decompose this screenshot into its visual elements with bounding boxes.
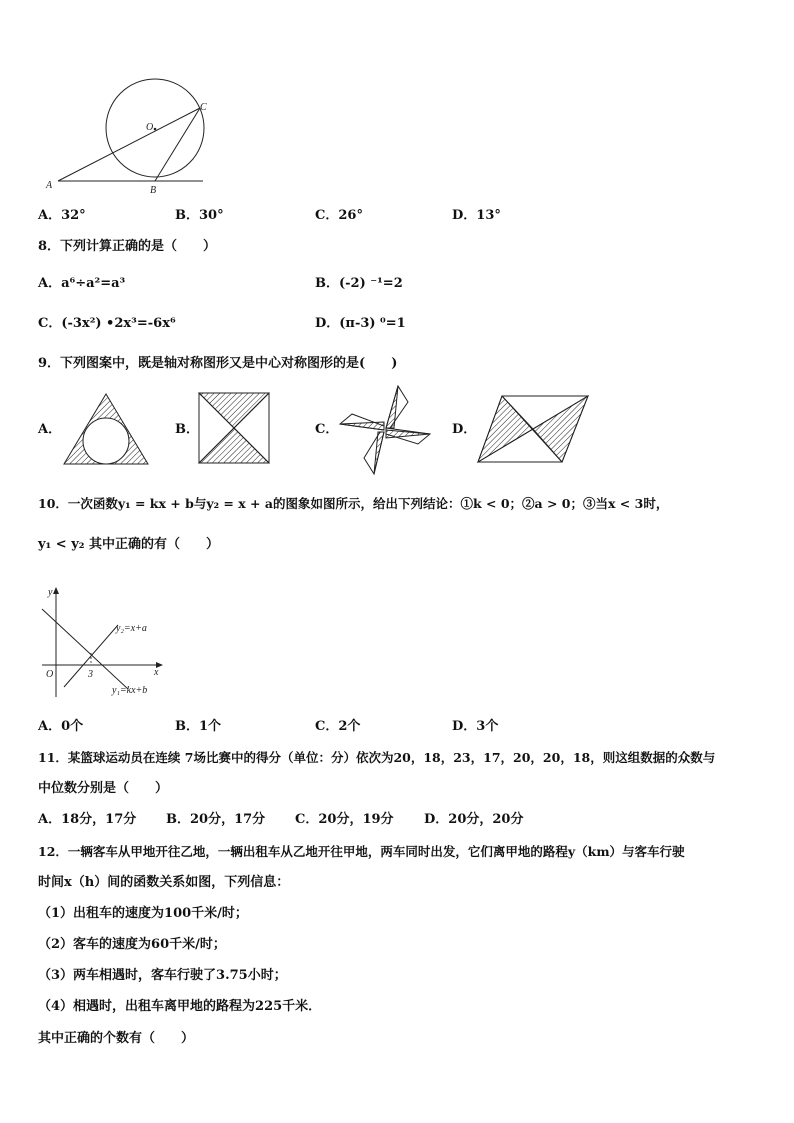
- q12-closing: 其中正确的个数有（ ）: [38, 1031, 195, 1046]
- label-c: C: [200, 102, 207, 113]
- q9-figure-d-parallelogram: [476, 394, 590, 464]
- q7-option-b: B．30°: [175, 208, 224, 223]
- label-line-y2: y₂=x+a: [116, 623, 147, 634]
- label-x: x: [154, 667, 159, 678]
- q10-option-b: B．1个: [175, 719, 222, 734]
- q9-option-b-letter: B．: [175, 422, 199, 437]
- q9-stem: 9．下列图案中，既是轴对称图形又是中心对称图形的是( ): [38, 356, 398, 371]
- q11-stem-line1: 11．某篮球运动员在连续 7场比赛中的得分（单位：分）依次为20，18，23，17，20，20，18，则这组数据的众数与: [38, 750, 716, 765]
- q10-option-c: C．2个: [315, 719, 361, 734]
- q10-function-graph: [36, 585, 176, 703]
- q11-option-a: A．18分，17分: [38, 812, 137, 827]
- q10-stem-line2: y₁ < y₂ 其中正确的有（ ）: [38, 537, 219, 552]
- q11-option-c: C．20分，19分: [295, 812, 394, 827]
- label-line-y1: y₁=kx+b: [112, 685, 148, 696]
- q8-option-c: C．(-3x²) •2x³=-6x⁶: [38, 316, 176, 331]
- label-b: B: [150, 185, 157, 196]
- label-a: A: [46, 180, 53, 191]
- q7-option-a: A．32°: [38, 208, 86, 223]
- line-y1: [42, 609, 128, 689]
- q12-item-2: （2）客车的速度为60千米/时；: [38, 937, 226, 952]
- q9-figure-c-pinwheel: [338, 384, 434, 476]
- label-y: y: [48, 587, 53, 598]
- q9-option-a-letter: A．: [38, 422, 62, 437]
- q12-item-3: （3）两车相遇时，客车行驶了3.75小时；: [38, 968, 287, 983]
- q11-option-d: D．20分，20分: [424, 812, 524, 827]
- q9-figure-b-square: [198, 392, 270, 464]
- q10-option-a: A．0个: [38, 719, 84, 734]
- q8-stem: 8．下列计算正确的是（ ）: [38, 239, 217, 254]
- q12-item-4: （4）相遇时，出租车离甲地的路程为225千米．: [38, 999, 322, 1014]
- q7-option-d: D．13°: [452, 208, 501, 223]
- label-origin: O: [46, 669, 54, 680]
- q8-option-d: D．(π-3) ⁰=1: [315, 316, 406, 331]
- q9-figure-a-triangle-circle: [62, 392, 150, 466]
- y-axis-arrow: [53, 587, 59, 594]
- q8-option-a: A．a⁶÷a²=a³: [38, 276, 126, 291]
- center-point: [154, 128, 157, 131]
- q12-stem-line1: 12．一辆客车从甲地开往乙地，一辆出租车从乙地开往甲地，两车同时出发，它们离甲地的路程y（km）与客车行驶: [38, 844, 685, 859]
- q11-option-b: B．20分，17分: [166, 812, 266, 827]
- chord-bc: [155, 108, 200, 181]
- q10-stem-line1: 10．一次函数y₁ = kx + b与y₂ = x + a的图象如图所示，给出下列结论：①k < 0；②a > 0；③当x < 3时，: [38, 496, 669, 511]
- circle-tangent-figure: [40, 80, 220, 200]
- label-three: 3: [88, 669, 93, 680]
- q9-option-d-letter: D．: [452, 422, 477, 437]
- q9-option-c-letter: C．: [315, 422, 339, 437]
- q7-option-c: C．26°: [315, 208, 363, 223]
- q8-option-b: B．(-2) ⁻¹=2: [315, 276, 403, 291]
- q11-stem-line2: 中位数分别是（ ）: [38, 781, 169, 796]
- label-o: O: [146, 122, 154, 133]
- q12-item-1: （1）出租车的速度为100千米/时；: [38, 906, 248, 921]
- q10-option-d: D．3个: [452, 719, 499, 734]
- q12-stem-line2: 时间x（h）间的函数关系如图，下列信息：: [38, 875, 290, 890]
